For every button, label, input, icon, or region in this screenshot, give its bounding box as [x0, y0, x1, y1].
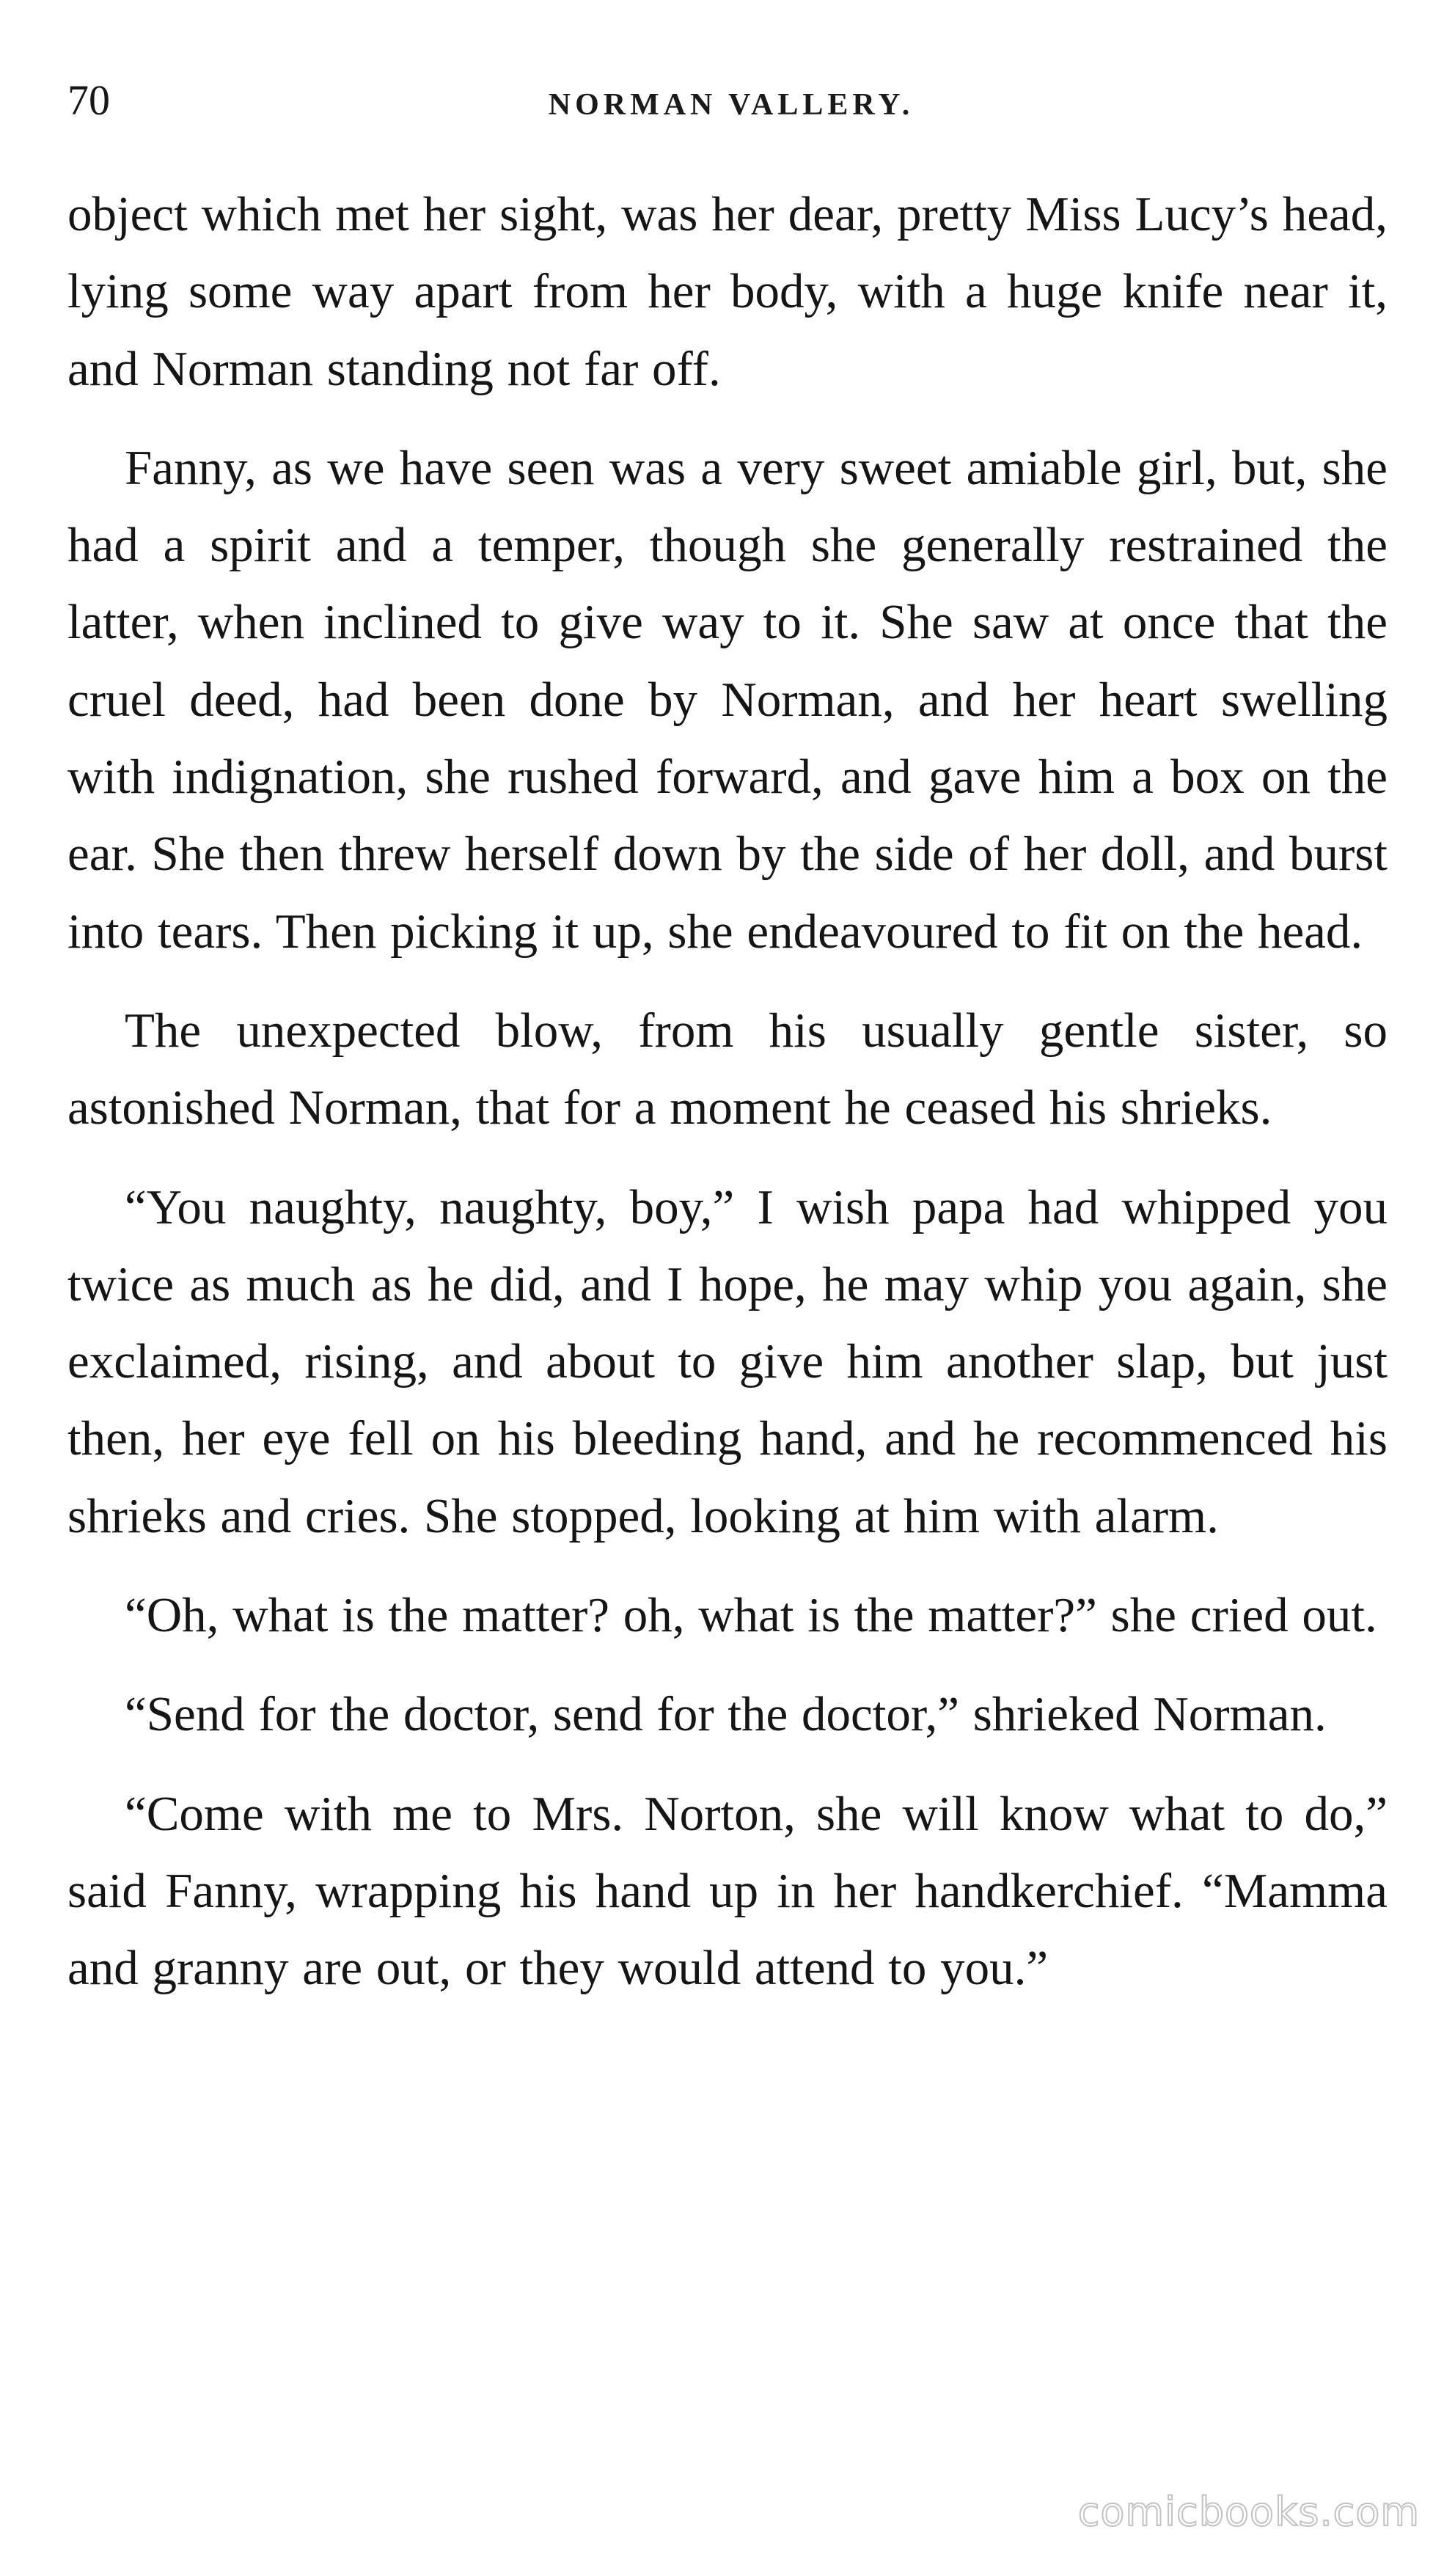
paragraph: “You naughty, naughty, boy,” I wish papa had whipped you twice as much as he did, and I hope, he may whip you again, she exclaimed, rising, and about to give him another slap, but just then, her eye fell on his bleeding hand, and he recommenced his shrieks and cries. She stopped, looking at him with alarm.	[67, 1179, 1388, 1543]
page-header	[67, 67, 1395, 133]
paragraph: Fanny, as we have seen was a very sweet amiable girl, but, she had a spirit and a temper, though she generally restrained the latter, when inclined to give way to it. She saw at once that the cruel deed, had been done by Norman, and her heart swelling with indignation, she rushed forward, and gave him a box on the ear. She then threw herself down by the side of her doll, and burst into tears. Then picking it up, she endeavoured to fit on the head.	[67, 440, 1388, 959]
paragraph: “Come with me to Mrs. Norton, she will know what to do,” said Fanny, wrapping his hand up in her handkerchief. “Mamma and granny are out, or they would attend to you.”	[67, 1786, 1388, 1996]
body-text	[67, 176, 1388, 2030]
paragraph: “Send for the doctor, send for the doctor,” shrieked Norman.	[125, 1687, 1327, 1742]
watermark-logo: comicbooks.com	[1077, 2489, 1420, 2535]
running-head: NORMAN VALLERY.	[548, 88, 915, 122]
paragraph: “Oh, what is the matter? oh, what is the matter?” she cried out.	[125, 1588, 1377, 1643]
page-number: 70	[67, 76, 110, 124]
paragraph: The unexpected blow, from his usually gentle sister, so astonished Norman, that for a moment he ceased his shrieks.	[67, 1003, 1388, 1135]
paragraph-continued: object which met her sight, was her dear, pretty Miss Lucy’s head, lying some way apart from her body, with a huge knife near it, and Norman standing not far off.	[67, 187, 1388, 396]
